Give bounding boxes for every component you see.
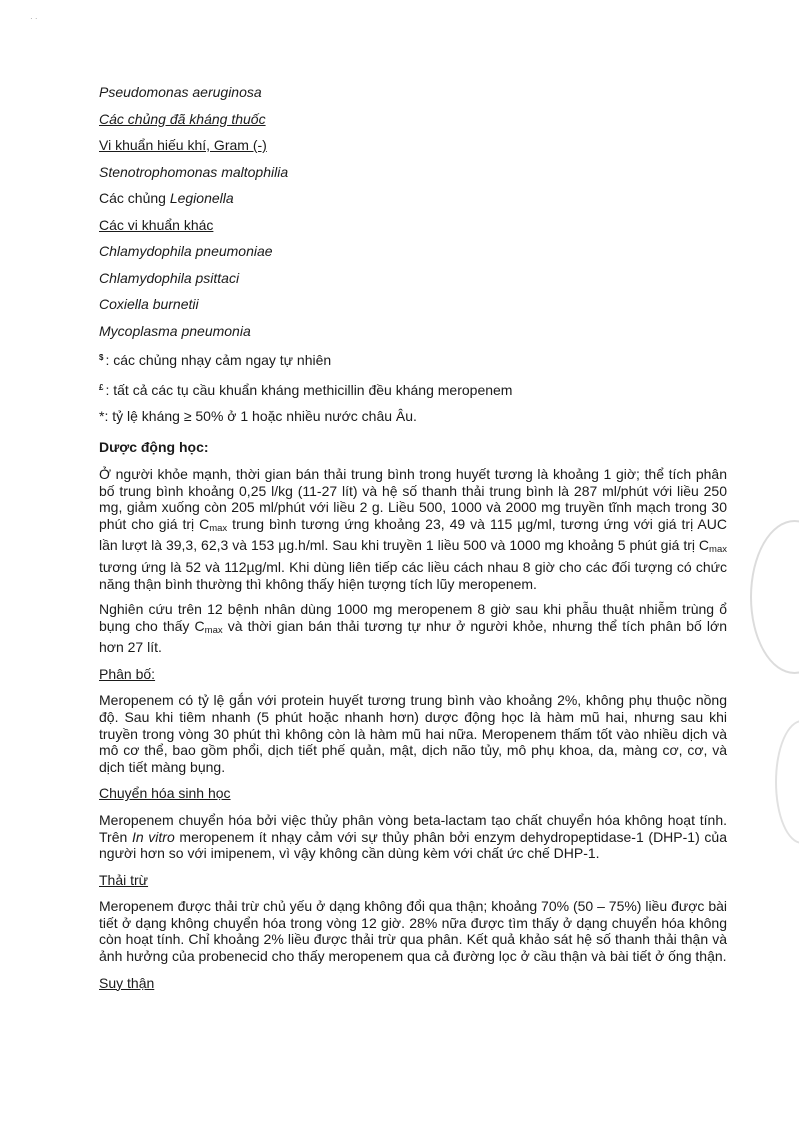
subscript: max	[209, 522, 228, 534]
footnote	[99, 379, 727, 399]
footnote: *: tỷ lệ kháng ≥ 50% ở 1 hoặc nhiều nước châu Âu.	[99, 408, 417, 424]
organism-line: Chlamydophila psittaci	[99, 269, 240, 286]
stamp-seal-fragment-2	[775, 720, 799, 844]
organism-prefix: Các chủng	[99, 190, 170, 206]
text-run: meropenem ít nhạy cảm với sự thủy phân bởi enzym dehydropeptidase-1 (DHP-1) của người hơn so với imipenem, vì vậy không cần dùng kèm với chất ức chế DHP-1.	[99, 828, 727, 862]
subscript: max	[709, 544, 727, 556]
text-run: Nghiên cứu trên 12 bệnh nhân dùng 1000 mg meropenem 8 giờ sau khi phẫu thuật nhiễm trùng ổ bụng cho thấy C	[99, 601, 727, 634]
section-title-distribution: Phân bố:	[99, 665, 156, 682]
organism-line: Chlamydophila pneumoniae	[99, 243, 273, 259]
text-run: và thời gian bán thải tương tự như ở người khỏe, nhưng thể tích phân bố lớn hơn 27 lít.	[99, 617, 727, 656]
elimination-paragraph: Meropenem được thải trừ chủ yếu ở dạng không đổi qua thận; khoảng 70% (50 – 75%) liều được bài tiết ở dạng không chuyển hóa trong vòng 12 giờ. 28% nữa được tìm thấy ở dạng chuyển hóa không còn hoạt tính. Chỉ khoảng 2% liều được thải trừ qua phân. Kết quả khảo sát hệ số thanh thải thận và ảnh hưởng của probenecid cho thấy meropenem qua cả đường lọc ở cầu thận và bài tiết ở ống thận.	[99, 898, 727, 964]
document-page	[99, 84, 727, 1001]
section-title-metabolism: Chuyển hóa sinh học	[99, 785, 231, 802]
pk-paragraph-1	[99, 466, 727, 592]
distribution-paragraph: Meropenem có tỷ lệ gắn với protein huyết tương trung bình vào khoảng 2%, không phụ thuộc nồng độ. Sau khi tiêm nhanh (5 phút hoặc nhanh hơn) dược động học là hàm mũ hai, nhưng sau khi truyền trong vòng 30 phút thì không còn là hàm mũ hai nữa. Meropenem thấm tốt vào nhiều dịch và mô cơ thể, bao gồm phổi, dịch tiết phế quản, mật, dịch não tủy, mô phụ khoa, da, màng cơ, cơ, và dịch tiết màng bụng.	[99, 692, 727, 775]
metabolism-paragraph	[99, 812, 727, 862]
organism-line: Pseudomonas aeruginosa	[99, 84, 262, 100]
organism-line: Stenotrophomonas maltophilia	[99, 163, 289, 180]
scan-mark: · ·	[30, 14, 38, 23]
subscript: max	[204, 624, 223, 636]
organism-line	[99, 190, 727, 207]
organism-category: Các chủng đã kháng thuốc	[99, 110, 266, 127]
footnote	[99, 349, 727, 369]
footnote-text: : các chủng nhạy cảm ngay tự nhiên	[105, 352, 332, 368]
footnote-text: : tất cả các tụ cầu khuẩn kháng methicillin đều kháng meropenem	[105, 381, 513, 398]
organism-category: Vi khuẩn hiếu khí, Gram (-)	[99, 137, 267, 153]
text-run: Ở người khỏe mạnh, thời gian bán thải trung bình trong huyết tương là khoảng 1 giờ; thể tích phân bố trung bình khoảng 0,25 l/kg (11-27 lít) và hệ số thanh thải trung bình là 287 ml/phút với liều 250 mg, giảm xuống còn 205 ml/phút với liều 2 g. Liều 500, 1000 và 2000 mg truyền tĩnh mạch trong 30 phút cho giá trị C	[99, 466, 727, 532]
stamp-seal-fragment	[750, 520, 799, 674]
pk-paragraph-2	[99, 601, 727, 656]
section-title-elimination: Thải trừ	[99, 871, 149, 888]
footnote-mark: £	[99, 382, 104, 392]
organism-line: Mycoplasma pneumonia	[99, 322, 251, 339]
section-title-renal-failure: Suy thận	[99, 974, 155, 991]
text-run: tương ứng là 52 và 112µg/ml. Khi dùng liên tiếp các liều cách nhau 8 giờ cho các đối tượng có chức năng thận bình thường thì không thấy hiện tượng tích lũy meropenem.	[99, 558, 727, 592]
organism-line: Coxiella burnetii	[99, 296, 199, 312]
organism-genus: Legionella	[169, 190, 234, 206]
organism-category: Các vi khuẩn khác	[99, 216, 214, 233]
text-run: trung bình tương ứng khoảng 23, 49 và 115 µg/ml, tương ứng với giá trị AUC lần lượt là 39,3, 62,3 và 153 µg.h/ml. Sau khi truyền 1 liều 500 và 1000 mg khoảng 5 phút giá trị C	[99, 515, 727, 554]
footnote-mark: $	[99, 353, 104, 362]
section-heading-pharmacokinetics: Dược động học:	[99, 439, 209, 455]
italic-run: In vitro	[131, 828, 175, 845]
text-run: Meropenem chuyển hóa bởi việc thủy phân vòng beta-lactam tạo chất chuyển hóa không hoạt tính. Trên	[99, 811, 727, 845]
